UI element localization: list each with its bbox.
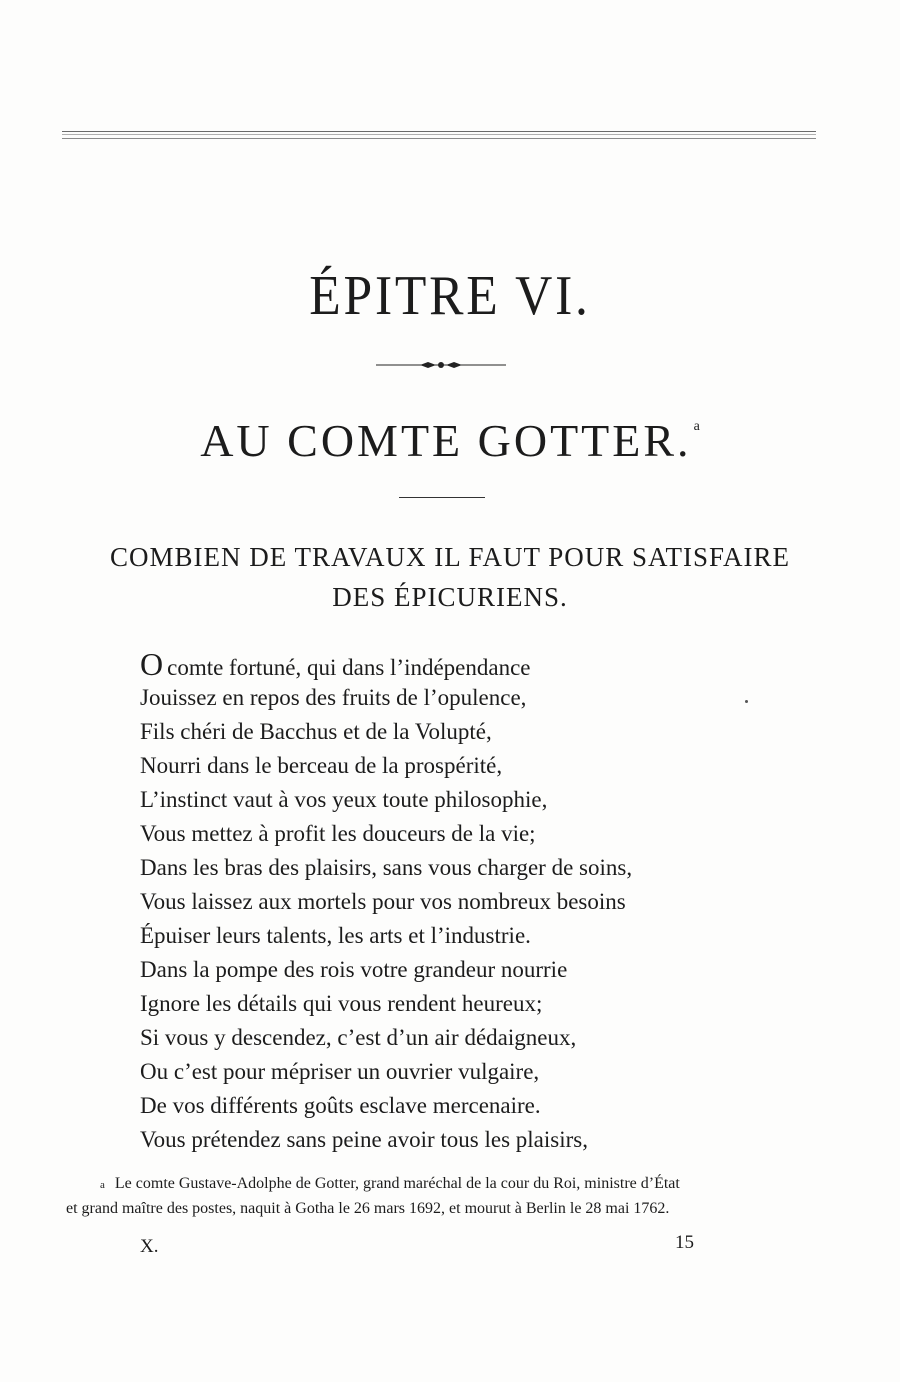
- footnote: [66, 1172, 836, 1221]
- page-number: 15: [675, 1232, 694, 1253]
- verse-line: Vous prétendez sans peine avoir tous les plaisirs,: [140, 1127, 588, 1152]
- footnote-marker: a: [100, 1179, 105, 1191]
- short-rule: [399, 497, 485, 498]
- page-title: ÉPITRE VI.: [309, 265, 591, 327]
- ornament-divider: [376, 358, 506, 372]
- subtitle-line: COMBIEN DE TRAVAUX IL FAUT POUR SATISFAIRE: [109, 542, 791, 572]
- verse-line: Nourri dans le berceau de la prospérité,: [140, 753, 503, 778]
- verse-line: Jouissez en repos des fruits de l’opulence,: [140, 685, 527, 710]
- verse-line: Épuiser leurs talents, les arts et l’industrie.: [140, 923, 531, 948]
- verse-line: Fils chéri de Bacchus et de la Volupté,: [140, 719, 492, 744]
- subtitle: [40, 537, 860, 617]
- signature-mark: X.: [140, 1236, 159, 1257]
- poem-body: [140, 647, 780, 1157]
- footnote-text: Le comte Gustave-Adolphe de Gotter, grand maréchal de la cour du Roi, ministre d’État: [114, 1175, 680, 1192]
- subtitle-line: DES ÉPICURIENS.: [332, 582, 568, 612]
- addressee-text: AU COMTE GOTTER.: [200, 415, 692, 466]
- addressee-heading: [0, 415, 900, 466]
- footnote-line: et grand maître des postes, naquit à Gotha le 26 mars 1692, et mourut à Berlin le 28 mai 1762.: [66, 1200, 670, 1217]
- top-double-rule: [62, 131, 816, 139]
- verse-text: comte fortuné, qui dans l’indépendance: [167, 655, 531, 680]
- verse-line: Dans la pompe des rois votre grandeur nourrie: [140, 957, 568, 982]
- verse-line: De vos différents goûts esclave mercenaire.: [140, 1093, 541, 1118]
- verse-line: Dans les bras des plaisirs, sans vous charger de soins,: [140, 855, 633, 880]
- verse-line: [140, 647, 780, 681]
- verse-line: Si vous y descendez, c’est d’un air dédaigneux,: [140, 1025, 577, 1050]
- footnote-line: [66, 1172, 836, 1197]
- footnote-reference: a: [693, 419, 700, 434]
- verse-line: L’instinct vaut à vos yeux toute philosophie,: [140, 787, 548, 812]
- verse-line: Vous laissez aux mortels pour vos nombreux besoins: [140, 889, 626, 914]
- verse-line: Ignore les détails qui vous rendent heureux;: [140, 991, 543, 1016]
- drop-cap: O: [140, 646, 164, 682]
- verse-line: Ou c’est pour mépriser un ouvrier vulgaire,: [140, 1059, 540, 1084]
- verse-line: Vous mettez à profit les douceurs de la vie;: [140, 821, 536, 846]
